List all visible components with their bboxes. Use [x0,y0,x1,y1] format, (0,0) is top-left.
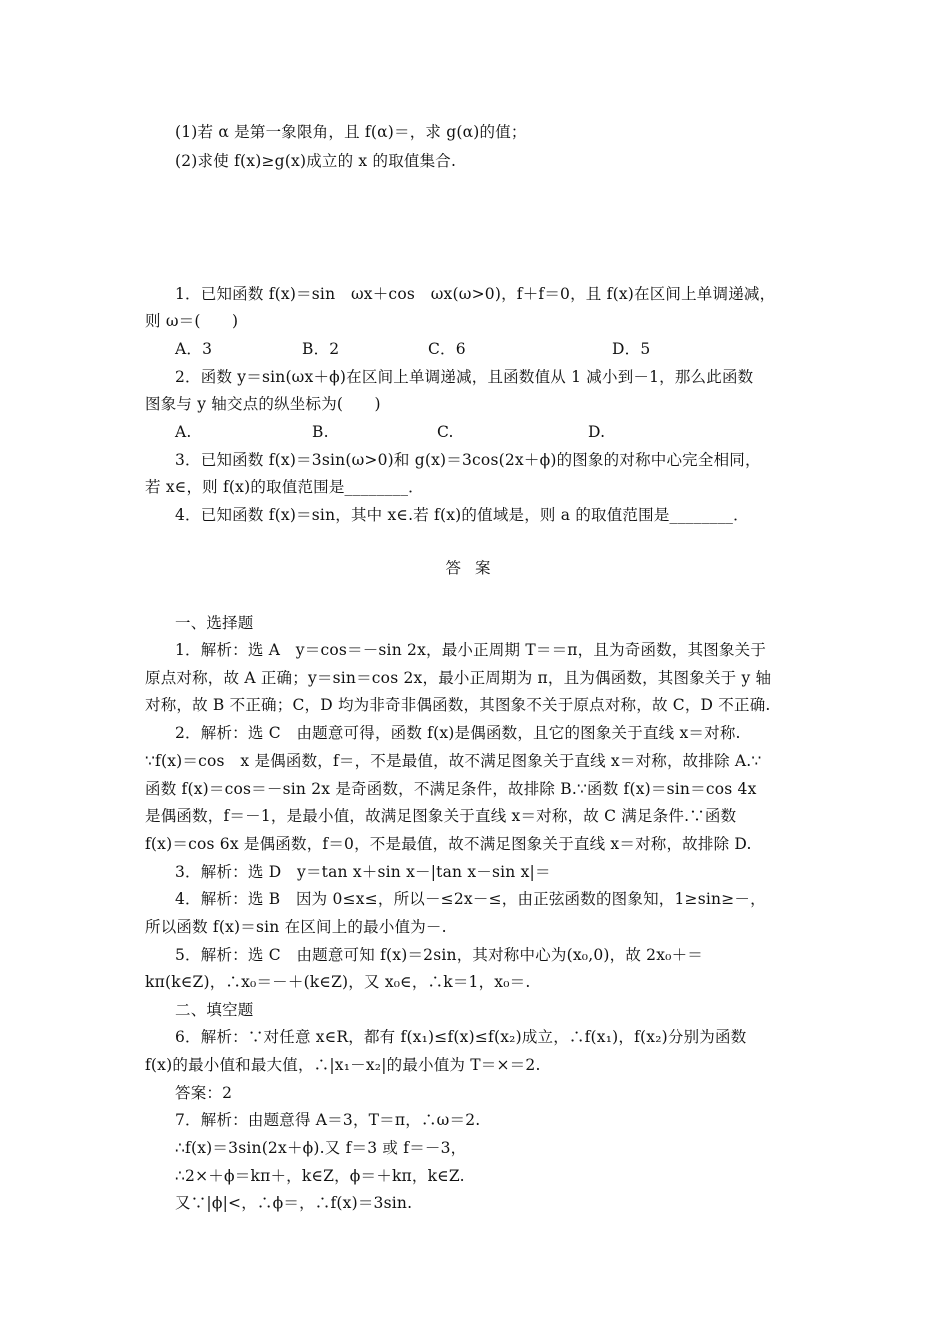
answer-1-line-1: 1．解析：选 A y＝cos＝－sin 2x，最小正周期 T＝＝π，且为奇函数，其图象关于 [175,641,767,659]
practice-1-option-d: D．5 [612,340,651,358]
practice-2-line-1: 2．函数 y＝sin(ωx＋ϕ)在区间上单调递减，且函数值从 1 减小到－1，那么此函数 [175,368,754,386]
answer-6-line-2: f(x)的最小值和最大值，∴|x₁－x₂|的最小值为 T＝×＝2. [145,1056,541,1074]
answer-3-line-1: 3．解析：选 D y＝tan x＋sin x－|tan x－sin x|＝ [175,863,551,881]
answer-6-result: 答案：2 [175,1084,233,1102]
practice-2-option-b: B. [312,423,329,441]
answer-4-line-1: 4．解析：选 B 因为 0≤x≤，所以－≤2x－≤，由正弦函数的图象知，1≥sin≥－， [175,890,766,908]
practice-2-line-2: 图象与 y 轴交点的纵坐标为( ) [145,395,381,413]
answer-1-line-2: 原点对称，故 A 正确；y＝sin＝cos 2x，最小正周期为 π，且为偶函数，其图象关于 y 轴 [145,669,772,687]
practice-1-option-b: B．2 [302,340,340,358]
answer-2-line-1: 2．解析：选 C 由题意可得，函数 f(x)是偶函数，且它的图象关于直线 x＝对称. [175,724,741,742]
answer-7-line-1: 7．解析：由题意得 A＝3，T＝π，∴ω＝2. [175,1111,481,1129]
practice-2-option-c: C. [437,423,454,441]
section-fill-heading: 二、填空题 [175,1001,254,1019]
answer-7-line-3: ∴2×＋ϕ＝kπ＋，k∈Z，ϕ＝＋kπ，k∈Z. [175,1167,465,1185]
section-choice-heading: 一、选择题 [175,614,254,632]
question-part-2: (2)求使 f(x)≥g(x)成立的 x 的取值集合. [175,152,457,170]
practice-3-line-2: 若 x∈，则 f(x)的取值范围是________． [145,478,424,496]
practice-2-option-d: D. [588,423,606,441]
answer-2-line-5: f(x)＝cos 6x 是偶函数，f＝0，不是最值，故不满足图象关于直线 x＝对称，故排除 D. [145,835,752,853]
practice-1-option-c: C．6 [428,340,466,358]
answer-7-line-4: 又∵|ϕ|<，∴ϕ＝，∴f(x)＝3sin. [175,1194,413,1212]
answer-2-line-3: 函数 f(x)＝cos＝－sin 2x 是奇函数，不满足条件，故排除 B.∵函数 f(x)＝sin＝cos 4x [145,780,757,798]
answer-5-line-1: 5．解析：选 C 由题意可知 f(x)＝2sin，其对称中心为(x₀,0)，故 2x₀＋＝ [175,946,703,964]
practice-4-line-1: 4．已知函数 f(x)＝sin，其中 x∈.若 f(x)的值域是，则 a 的取值范围是________． [175,506,749,524]
question-part-1: (1)若 α 是第一象限角，且 f(α)＝，求 g(α)的值； [175,123,527,141]
answer-1-line-3: 对称，故 B 不正确；C，D 均为非奇非偶函数，其图象不关于原点对称，故 C，D 不正确. [145,696,771,714]
practice-1-option-a: A．3 [175,340,213,358]
practice-2-option-a: A. [175,423,192,441]
practice-1-line-1: 1．已知函数 f(x)＝sin ωx＋cos ωx(ω>0)，f＋f＝0，且 f(x)在区间上单调递减， [175,285,776,303]
answer-7-line-2: ∴f(x)＝3sin(2x＋ϕ).又 f＝3 或 f＝－3， [175,1139,467,1157]
answers-heading: 答案 [445,559,505,577]
practice-3-line-1: 3．已知函数 f(x)＝3sin(ω>0)和 g(x)＝3cos(2x＋ϕ)的图象的对称中心完全相同， [175,451,761,469]
answer-5-line-2: kπ(k∈Z)，∴x₀＝－＋(k∈Z)，又 x₀∈，∴k＝1，x₀＝. [145,973,531,991]
practice-1-line-2: 则 ω＝( ) [145,312,239,330]
answer-2-line-2: ∵f(x)＝cos x 是偶函数，f＝，不是最值，故不满足图象关于直线 x＝对称，故排除 A.∵ [145,752,762,770]
answer-6-line-1: 6．解析：∵对任意 x∈R，都有 f(x₁)≤f(x)≤f(x₂)成立，∴f(x₁)，f(x₂)分别为函数 [175,1028,747,1046]
answer-4-line-2: 所以函数 f(x)＝sin 在区间上的最小值为－. [145,918,447,936]
answer-2-line-4: 是偶函数，f＝－1，是最小值，故满足图象关于直线 x＝对称，故 C 满足条件.∵函数 [145,807,737,825]
